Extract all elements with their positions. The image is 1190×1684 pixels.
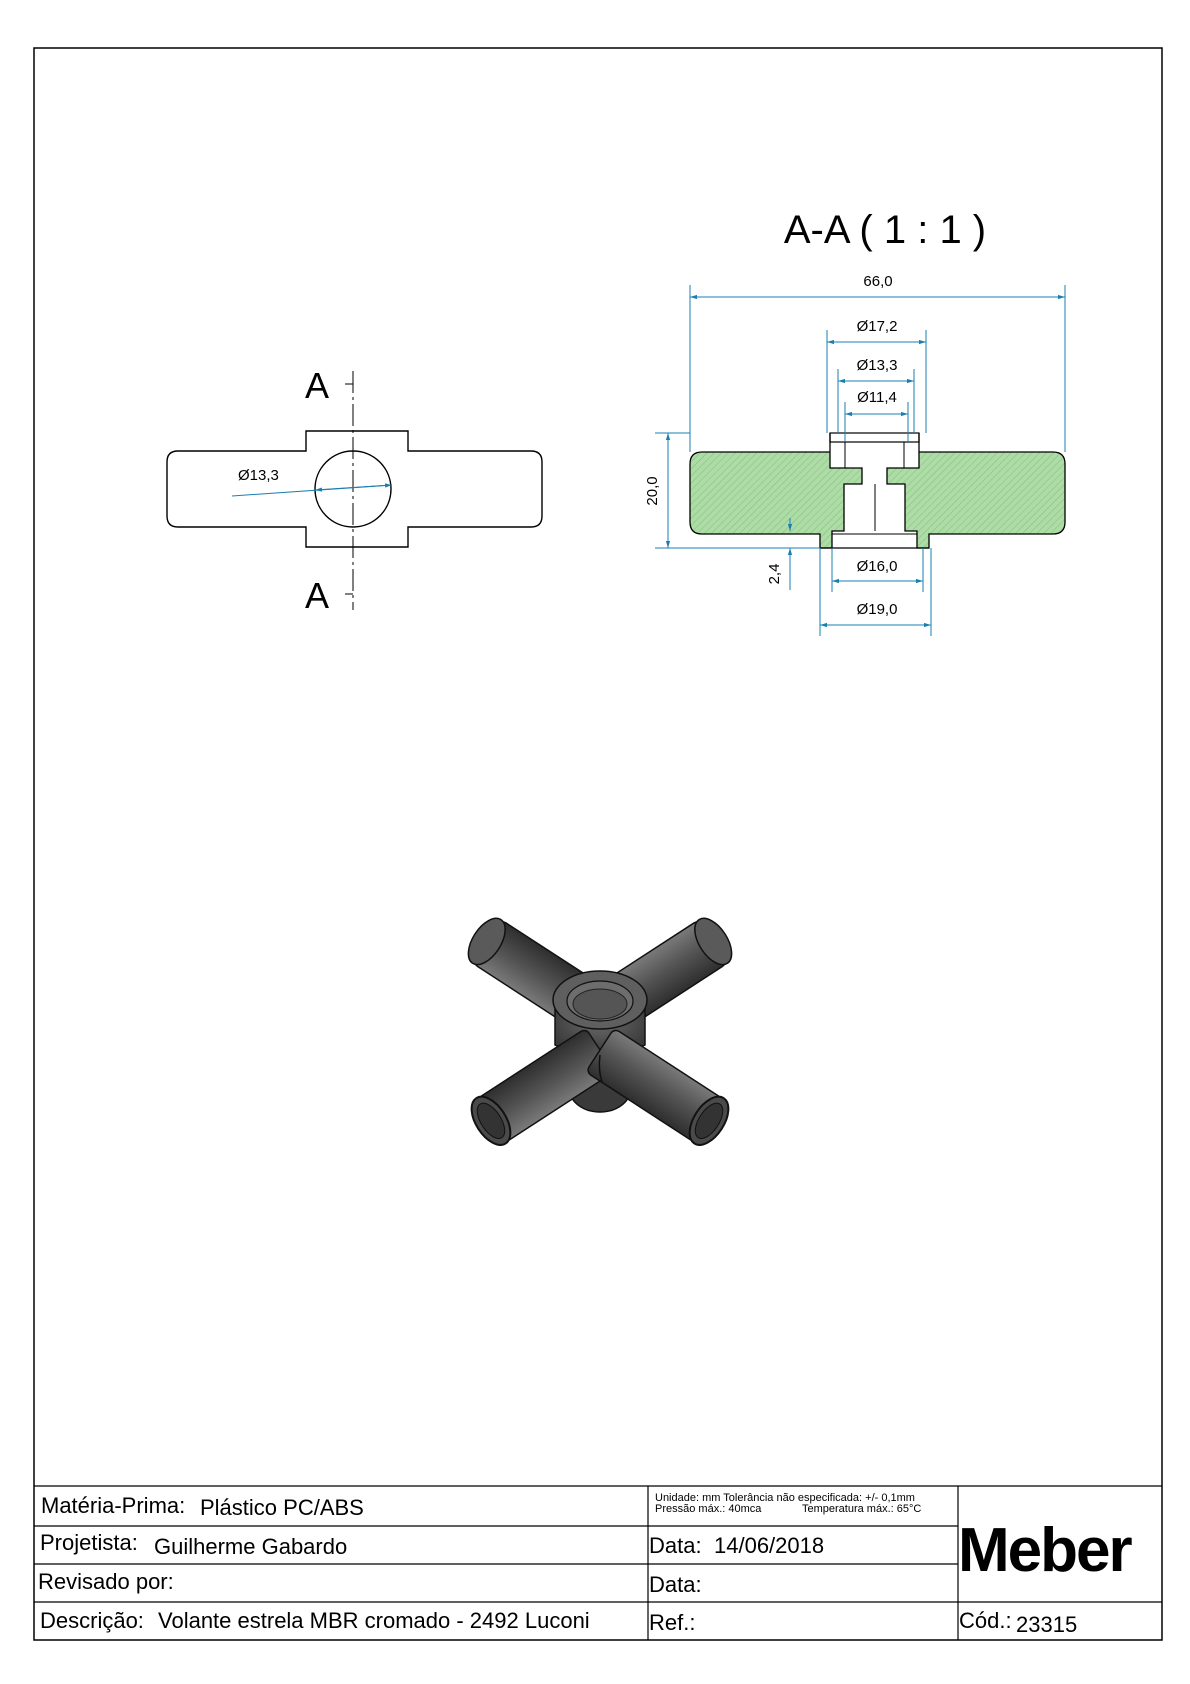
- date-label: Data:: [649, 1533, 702, 1558]
- dim-d-16-0: Ø16,0: [856, 558, 898, 575]
- dim-depth-2-4: 2,4: [766, 563, 783, 585]
- section-title: A-A ( 1 : 1 ): [783, 208, 987, 252]
- material-label: Matéria-Prima:: [41, 1493, 186, 1518]
- description-label: Descrição:: [40, 1608, 144, 1633]
- designer-label: Projetista:: [40, 1530, 138, 1555]
- ref-label: Ref.:: [649, 1610, 696, 1635]
- brand-logo: Meber: [958, 1516, 1131, 1585]
- dim-d-19-0: Ø19,0: [856, 601, 898, 618]
- cut-label-top: A: [305, 365, 330, 406]
- dim-front-hole: Ø13,3: [238, 467, 279, 484]
- dim-d-17-2: Ø17,2: [856, 318, 898, 335]
- material-value: Plástico PC/ABS: [200, 1495, 364, 1520]
- notes-line1: Unidade: mm Tolerância não especificada: +/- 0,1mm: [655, 1492, 915, 1504]
- sheet-border: [34, 48, 1162, 1640]
- iso-view-star-handle: [461, 912, 739, 1152]
- section-body: [690, 433, 1065, 548]
- description-value: Volante estrela MBR cromado - 2492 Luconi: [158, 1608, 590, 1633]
- date-value: 14/06/2018: [714, 1533, 825, 1558]
- notes-line2-temperature: Temperatura máx.: 65°C: [802, 1503, 922, 1515]
- date2-label: Data:: [649, 1572, 702, 1597]
- dim-d-13-3: Ø13,3: [856, 357, 898, 374]
- dim-height: 20,0: [644, 476, 661, 506]
- notes-line2-pressure: Pressão máx.: 40mca: [655, 1503, 762, 1515]
- reviewed-label: Revisado por:: [38, 1569, 174, 1594]
- cut-label-bottom: A: [305, 575, 330, 616]
- designer-value: Guilherme Gabardo: [154, 1534, 348, 1559]
- dim-d-11-4: Ø11,4: [857, 389, 897, 406]
- dim-overall-width: 66,0: [863, 273, 893, 290]
- code-label: Cód.:: [959, 1608, 1012, 1633]
- front-view: [167, 431, 542, 547]
- code-value: 23315: [1016, 1612, 1078, 1637]
